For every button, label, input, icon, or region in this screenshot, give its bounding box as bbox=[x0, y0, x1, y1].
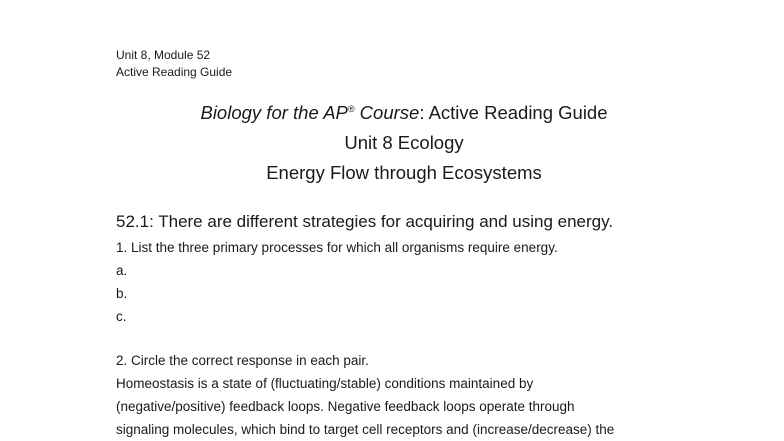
unit-title: Unit 8 Ecology bbox=[344, 132, 464, 153]
document-header bbox=[116, 47, 232, 81]
topic-title: Energy Flow through Ecosystems bbox=[266, 162, 542, 183]
answer-item-c: c. bbox=[116, 309, 127, 324]
question-2-line: Homeostasis is a state of (fluctuating/stable) conditions maintained by bbox=[116, 376, 534, 391]
question-1 bbox=[116, 236, 736, 328]
header-guide-label: Active Reading Guide bbox=[116, 65, 233, 79]
registered-mark: ® bbox=[347, 104, 355, 114]
course-word: Course bbox=[354, 102, 420, 123]
question-2-line: signaling molecules, which bind to target cell receptors and (increase/decrease) the bbox=[116, 422, 615, 437]
section-heading: 52.1: There are different strategies for acquiring and using energy. bbox=[116, 212, 614, 231]
question-1-prompt: 1. List the three primary processes for which all organisms require energy. bbox=[116, 240, 558, 255]
question-2-line: (negative/positive) feedback loops. Negative feedback loops operate through bbox=[116, 399, 575, 414]
question-2 bbox=[116, 349, 736, 441]
book-title: Biology for the AP bbox=[200, 102, 348, 123]
header-unit-module: Unit 8, Module 52 bbox=[116, 48, 211, 62]
answer-item-b: b. bbox=[116, 286, 128, 301]
book-title-line bbox=[0, 94, 784, 128]
question-2-prompt: 2. Circle the correct response in each pair. bbox=[116, 353, 369, 368]
answer-item-a: a. bbox=[116, 263, 128, 278]
title-block bbox=[0, 94, 784, 188]
title-suffix: : Active Reading Guide bbox=[419, 102, 608, 123]
